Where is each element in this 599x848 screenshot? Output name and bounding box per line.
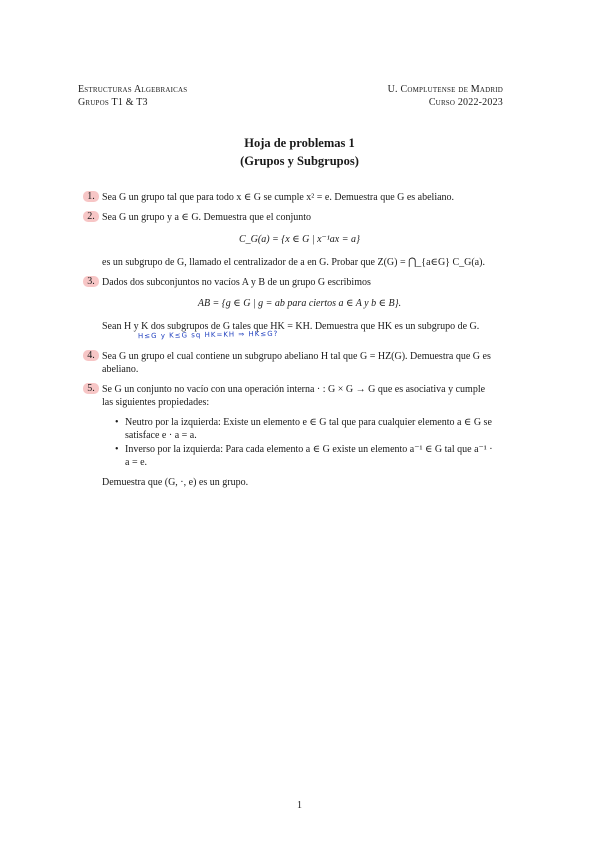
product-set-formula: AB = {g ∈ G | g = ab para ciertos a ∈ A y b ∈ B}. — [197, 298, 402, 309]
problem-number: 3. — [83, 276, 99, 287]
course-name: Estructuras Algebraicas — [78, 84, 188, 95]
bullet-icon: • — [115, 444, 119, 455]
problem-1 — [88, 191, 498, 204]
problem-3-continued: Sean H y K dos subgrupos de G tales que HK = KH. Demuestra que HK es un subgrupo de G. — [102, 321, 480, 332]
centralizer-formula: C_G(a) = {x ∈ G | x⁻¹ax = a} — [238, 234, 360, 245]
problem-number: 4. — [83, 350, 99, 361]
problem-text: Se G un conjunto no vacío con una operación interna · : G × G → G que es asociativa y cumple las siguientes propiedades: — [102, 384, 486, 408]
property-text: Inverso por la izquierda: Para cada elemento a ∈ G existe un elemento a⁻¹ ∈ G tal que a⁻¹ · a = e. — [125, 444, 493, 468]
course-groups: Grupos T1 & T3 — [78, 96, 148, 108]
course-header — [78, 84, 187, 109]
problem-4 — [88, 350, 498, 376]
problem-2 — [88, 211, 498, 224]
problem-5 — [88, 383, 498, 409]
university-header — [388, 84, 503, 109]
problem-text: Sea G un grupo y a ∈ G. Demuestra que el conjunto — [102, 212, 312, 223]
problem-text: Dados dos subconjuntos no vacíos A y B de un grupo G escribimos — [102, 277, 371, 288]
property-left-identity — [115, 416, 497, 442]
problem-number: 1. — [83, 191, 99, 202]
sheet-subtitle: (Grupos y Subgrupos) — [240, 154, 359, 168]
page-number: 1 — [297, 800, 302, 811]
closing-statement: Demuestra que (G, ·, e) es un grupo. — [102, 477, 249, 488]
problem-3 — [88, 276, 498, 289]
handwritten-annotation: H≤G y K≤G sq HK=KH ⇒ HK≤G? — [137, 329, 279, 341]
problem-number: 5. — [83, 383, 99, 394]
problem-number: 2. — [83, 211, 99, 222]
problem-text: Sea G un grupo tal que para todo x ∈ G se cumple x² = e. Demuestra que G es abeliano. — [102, 192, 455, 203]
bullet-icon: • — [115, 417, 119, 428]
university-name: U. Complutense de Madrid — [387, 84, 503, 95]
property-text: Neutro por la izquierda: Existe un elemento e ∈ G tal que para cualquier elemento a ∈ G se satisface e · a = a. — [125, 417, 492, 441]
property-left-inverse — [115, 443, 497, 469]
problem-text: Sea G un grupo el cual contiene un subgrupo abeliano H tal que G = HZ(G). Demuestra que G es abeliano. — [102, 351, 491, 375]
problem-2-continued: es un subgrupo de G, llamado el centralizador de a en G. Probar que Z(G) = ⋂_{a∈G} C_G(a). — [102, 257, 485, 268]
academic-year: Curso 2022-2023 — [428, 96, 503, 108]
sheet-title: Hoja de problemas 1 — [244, 136, 355, 150]
